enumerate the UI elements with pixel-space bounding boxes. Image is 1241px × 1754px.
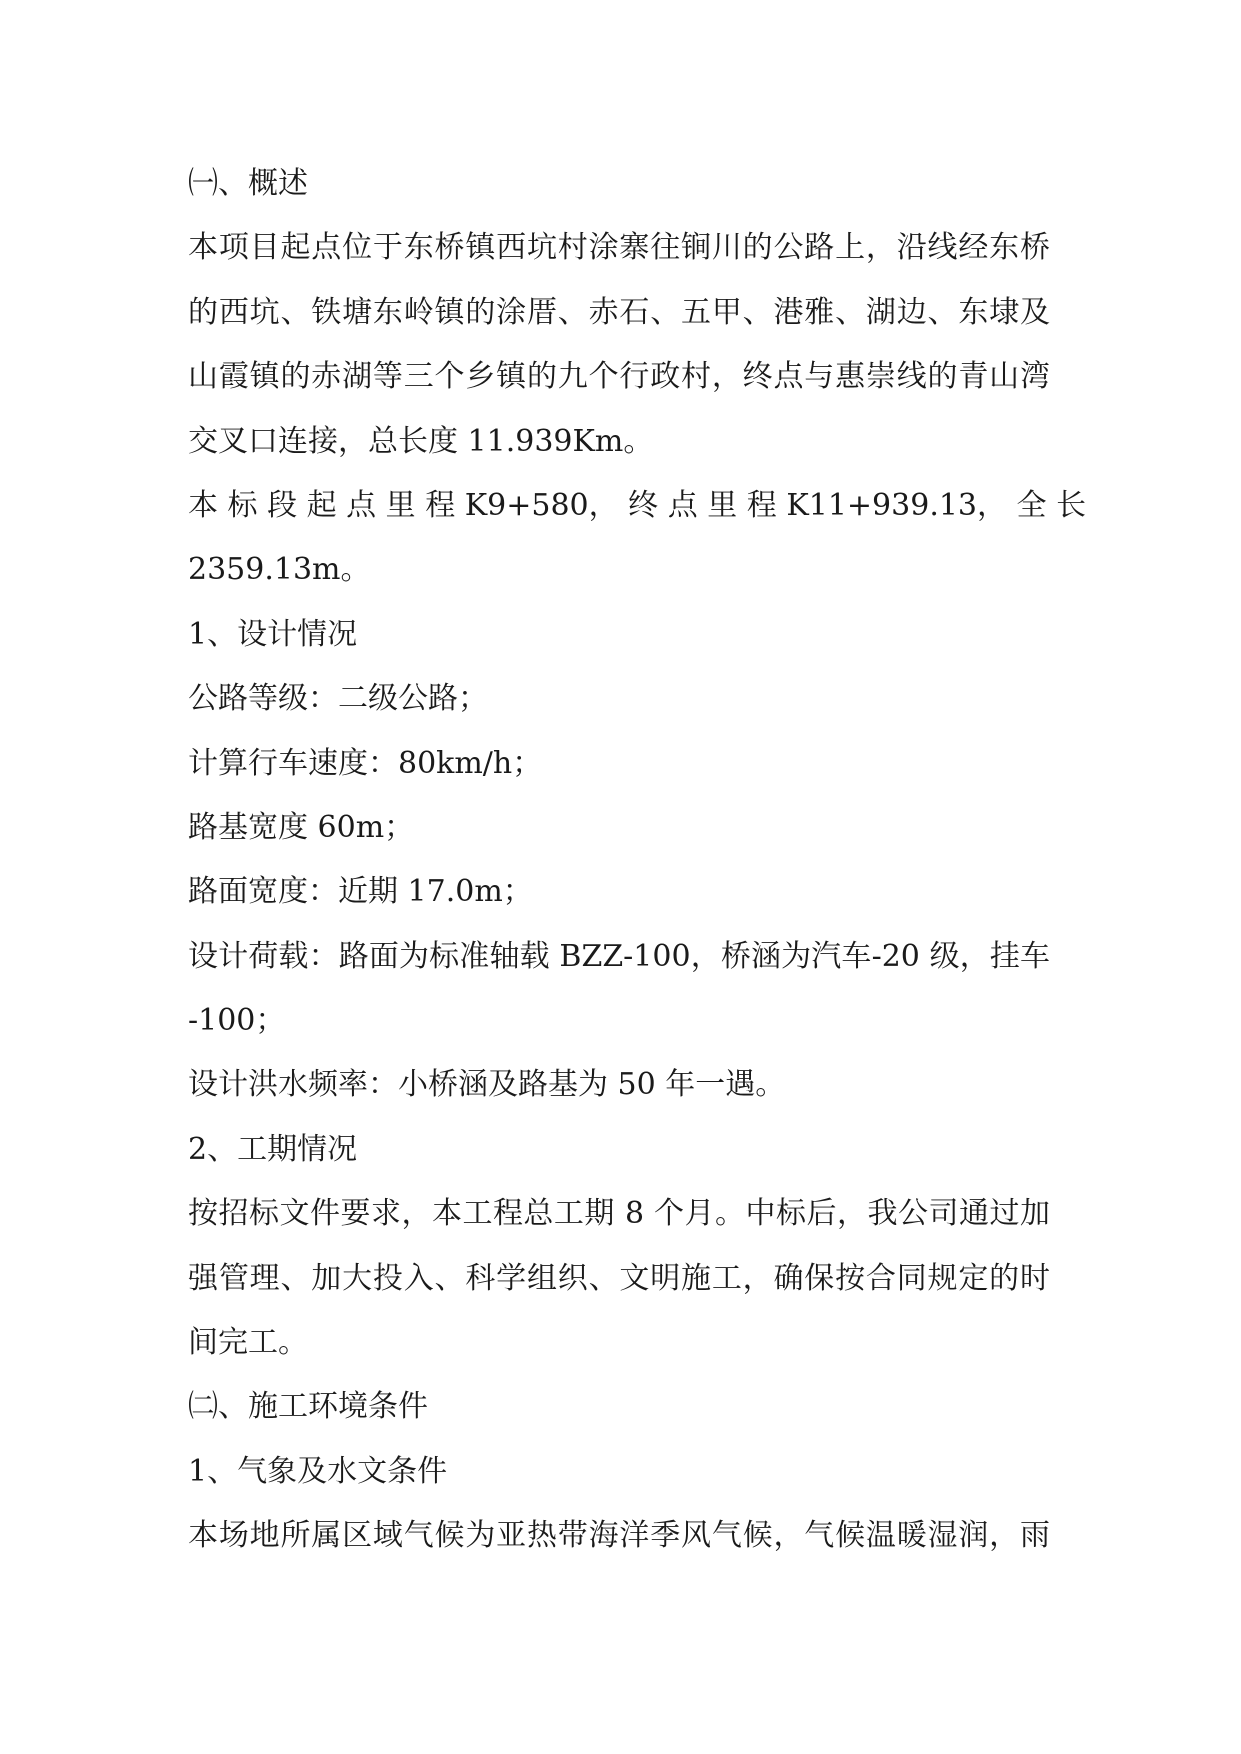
paragraph-line: 本场地所属区域气候为亚热带海洋季风气候，气候温暖湿润，雨	[188, 1518, 1050, 1554]
spec-line: -100；	[188, 1003, 286, 1039]
paragraph-line: 交叉口连接，总长度 11.939Km。	[188, 423, 654, 459]
paragraph-line: 本项目起点位于东桥镇西坑村涂寨往锏川的公路上，沿线经东桥	[188, 230, 1050, 266]
spec-line: 公路等级：二级公路；	[188, 681, 488, 717]
spec-line: 设计荷载：路面为标准轴载 BZZ-100，桥涵为汽车-20 级，挂车	[188, 938, 1050, 974]
paragraph-line: 按招标文件要求，本工程总工期 8 个月。中标后，我公司通过加	[188, 1196, 1050, 1232]
paragraph-line: 山霞镇的赤湖等三个乡镇的九个行政村，终点与惠崇线的青山湾	[188, 359, 1050, 395]
paragraph-line: 间完工。	[188, 1325, 308, 1361]
section-heading-environment: ㈡、施工环境条件	[188, 1389, 428, 1425]
spec-line: 路面宽度：近期 17.0m；	[188, 874, 533, 910]
paragraph-line: 强管理、加大投入、科学组织、文明施工，确保按合同规定的时	[188, 1260, 1050, 1296]
subheading-design: 1、设计情况	[188, 616, 358, 652]
spec-line: 路基宽度 60m；	[188, 809, 415, 845]
section-heading-overview: ㈠、概述	[188, 166, 308, 201]
spec-line: 计算行车速度：80km/h；	[188, 745, 543, 781]
document-body	[188, 152, 1087, 1569]
subheading-climate: 1、气象及水文条件	[188, 1453, 448, 1489]
paragraph-line: 的西坑、铁塘东岭镇的涂厝、赤石、五甲、港雅、湖边、东埭及	[188, 294, 1050, 330]
subheading-schedule: 2、工期情况	[188, 1131, 358, 1167]
paragraph-line: 2359.13m。	[188, 552, 371, 588]
paragraph-line: 本 标 段 起 点 里 程 K9+580， 终 点 里 程 K11+939.13， 全 长	[188, 487, 1087, 523]
spec-line: 设计洪水频率：小桥涵及路基为 50 年一遇。	[188, 1067, 786, 1103]
